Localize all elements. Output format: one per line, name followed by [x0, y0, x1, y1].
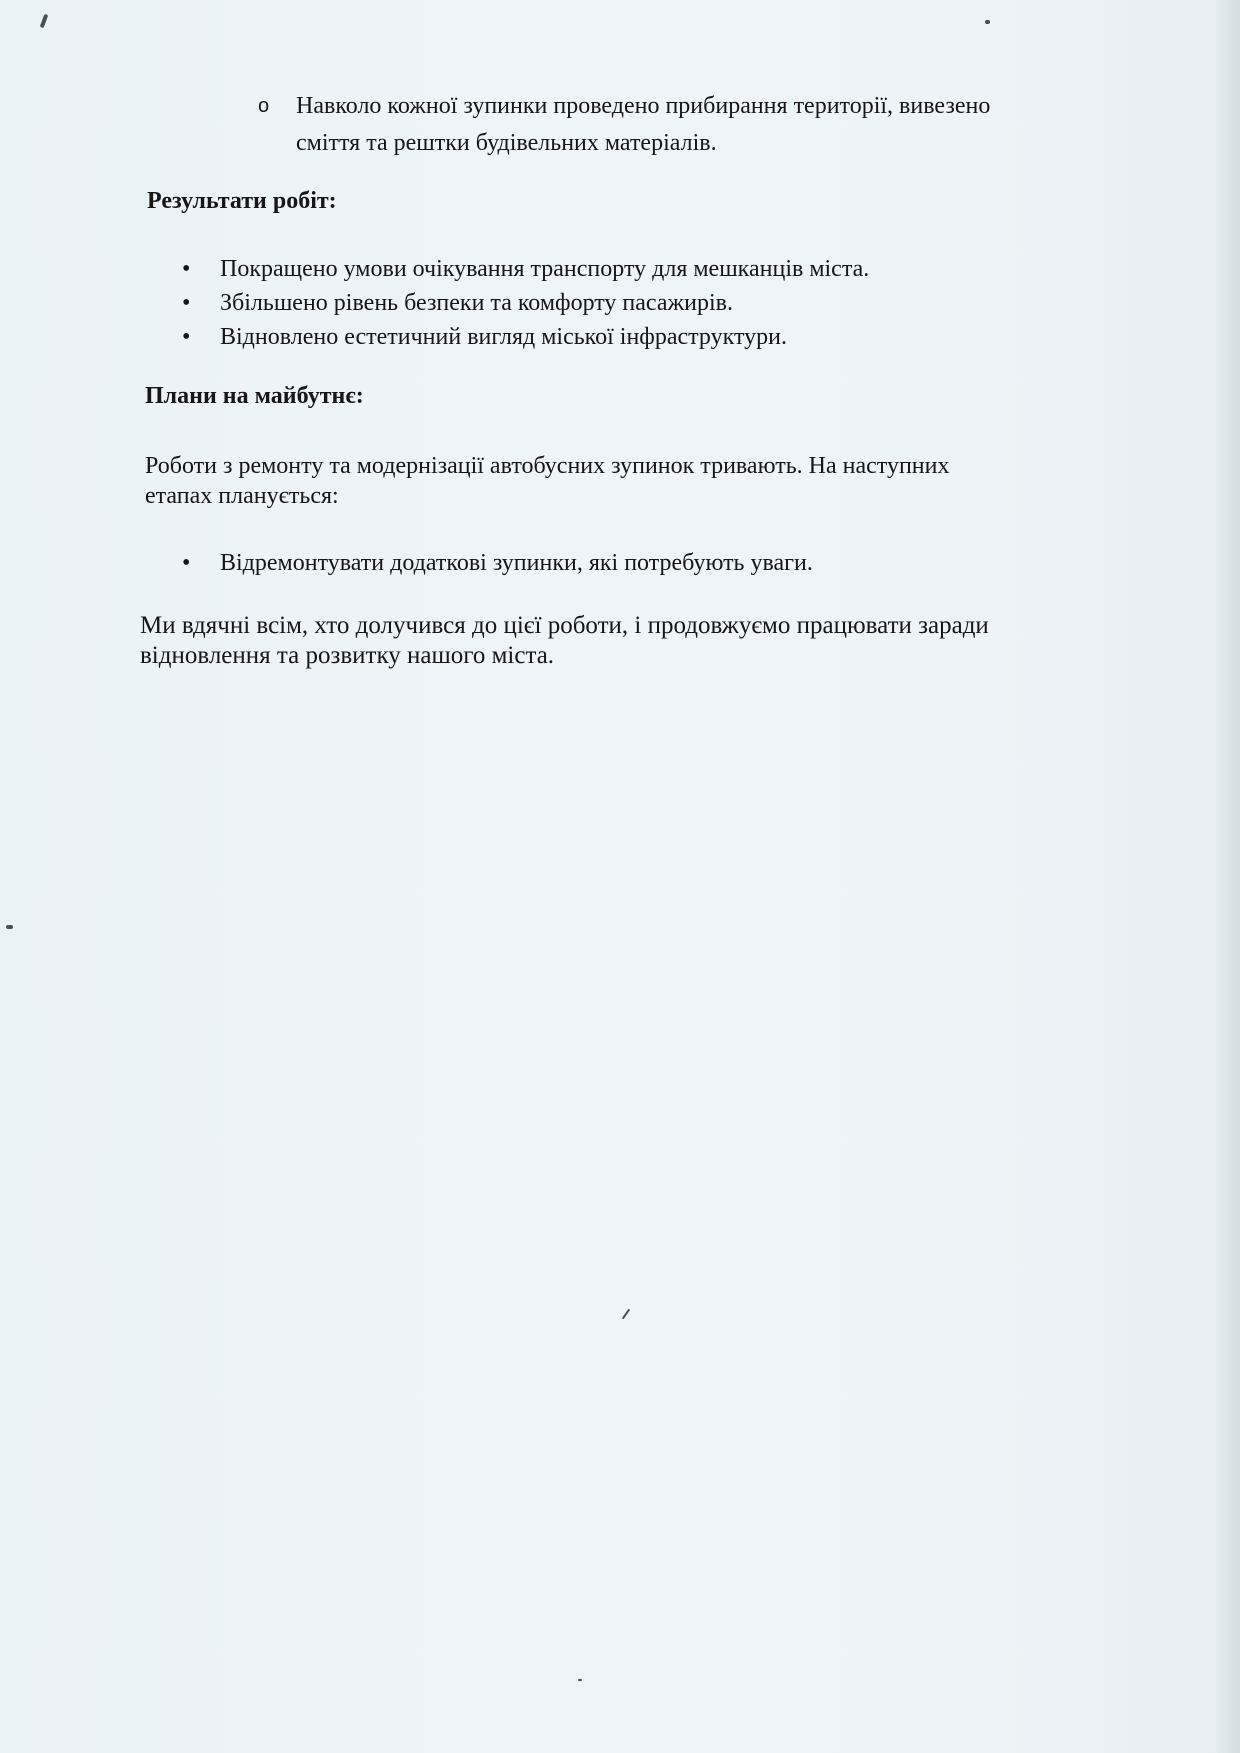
plans-intro-line-1: Роботи з ремонту та модернізації автобусних зупинок тривають. На наступних	[145, 453, 950, 479]
scan-speck	[40, 14, 49, 29]
scan-speck	[622, 1309, 631, 1320]
list-item-text: Збільшено рівень безпеки та комфорту пасажирів.	[220, 290, 733, 316]
plans-heading: Плани на майбутнє:	[145, 383, 364, 409]
sub-item-line-1: Навколо кожної зупинки проведено прибирання території, вивезено	[296, 93, 991, 119]
scan-speck	[578, 1679, 582, 1681]
bullet: •	[182, 290, 191, 316]
closing-line-1: Ми вдячні всім, хто долучився до цієї роботи, і продовжуємо працювати заради	[140, 612, 989, 639]
bullet: •	[182, 324, 191, 350]
circle-bullet: o	[258, 95, 270, 117]
closing-line-2: відновлення та розвитку нашого міста.	[140, 642, 555, 669]
scan-speck	[6, 925, 13, 929]
plans-intro-line-2: етапах планується:	[145, 483, 339, 509]
list-item-text: Відновлено естетичний вигляд міської інфраструктури.	[220, 324, 787, 350]
bullet: •	[182, 550, 191, 576]
sub-item-line-2: сміття та рештки будівельних матеріалів.	[296, 130, 717, 156]
page-edge-shadow	[1218, 0, 1240, 1753]
scan-speck	[985, 20, 990, 24]
list-item-text: Покращено умови очікування транспорту для мешканців міста.	[220, 256, 870, 282]
list-item-text: Відремонтувати додаткові зупинки, які потребують уваги.	[220, 550, 813, 576]
results-heading: Результати робіт:	[147, 188, 337, 214]
bullet: •	[182, 256, 191, 282]
